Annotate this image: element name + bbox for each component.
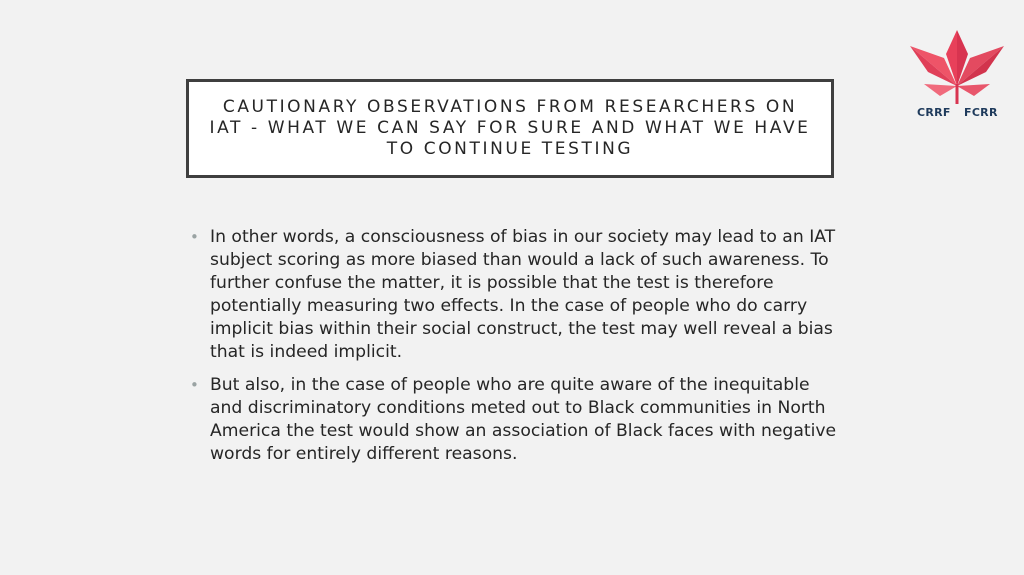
logo-text-fcrr: FCRR	[964, 106, 998, 119]
title-box	[186, 79, 834, 178]
bullet-item	[190, 374, 840, 466]
slide-title: CAUTIONARY OBSERVATIONS FROM RESEARCHERS ON IAT - WHAT WE CAN SAY FOR SURE AND WHAT WE HAVE TO CONTINUE TESTING	[209, 97, 811, 159]
bullet-list	[190, 226, 840, 476]
crrf-logo	[906, 28, 1008, 124]
bullet-dot: •	[190, 228, 199, 246]
bullet-item	[190, 226, 840, 364]
bullet-text: But also, in the case of people who are quite aware of the inequitable and discriminatory conditions meted out to Black communities in North America the test would show an association of Black faces with negative words for entirely different reasons.	[210, 375, 837, 464]
maple-leaf-icon	[906, 28, 1008, 108]
bullet-dot: •	[190, 376, 199, 394]
bullet-text: In other words, a consciousness of bias in our society may lead to an IAT subject scoring as more biased than would a lack of such awareness. To further confuse the matter, it is possible that the test is therefore potentially measuring two effects. In the case of people who do carry implicit bias within their social construct, the test may well reveal a bias that is indeed implicit.	[210, 227, 836, 362]
logo-text-crrf: CRRF	[917, 106, 951, 119]
